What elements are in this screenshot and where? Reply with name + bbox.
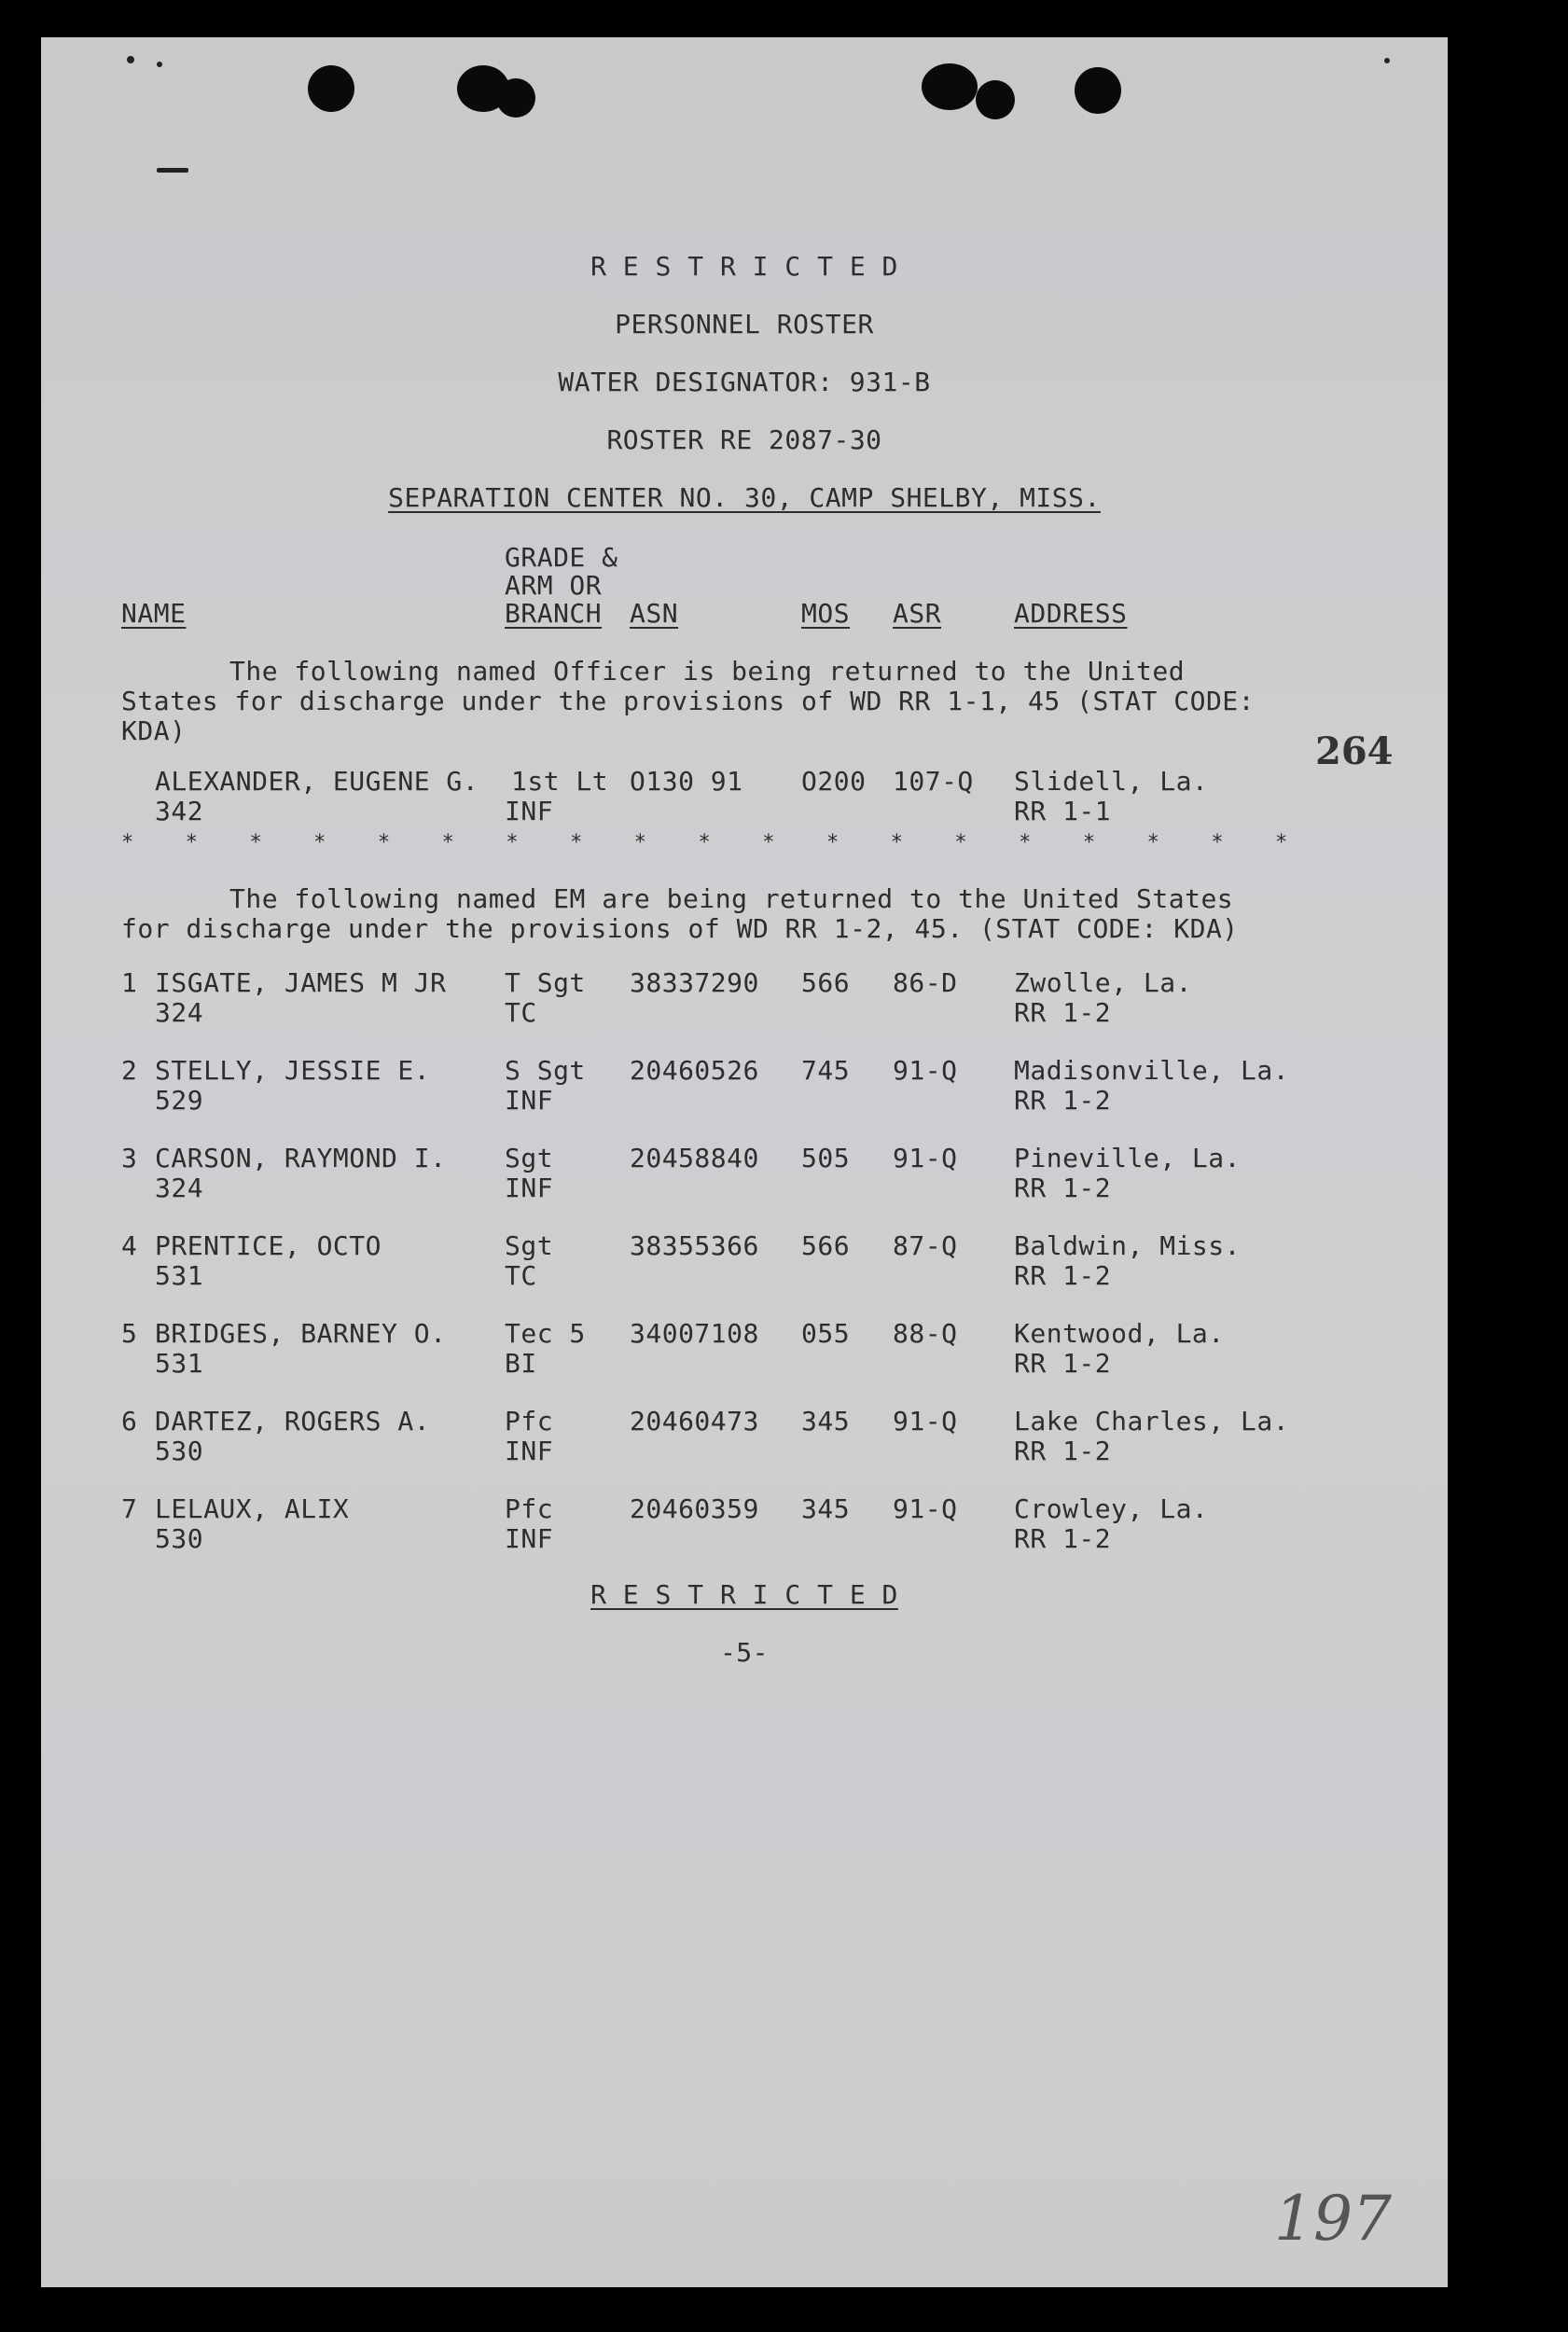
punch-hole [976,80,1015,119]
row-code: 530 [155,1523,204,1554]
row-name: STELLY, JESSIE E. [155,1055,431,1086]
officer-code: 342 [155,796,204,826]
row-asn: 38337290 [630,967,759,998]
speck [157,168,188,173]
row-branch: INF [505,1436,554,1466]
roster-title: PERSONNEL ROSTER [615,309,874,340]
row-rr: RR 1-2 [1014,1085,1112,1116]
row-mos: 055 [801,1318,851,1349]
row-address: Lake Charles, La. [1014,1406,1290,1437]
row-asr: 87-Q [893,1230,958,1261]
row-rr: RR 1-2 [1014,1436,1112,1466]
punch-hole [496,78,535,118]
row-code: 531 [155,1348,204,1379]
column-header-mos: MOS [801,598,851,629]
row-name: ISGATE, JAMES M JR [155,967,447,998]
column-header-asr: ASR [893,598,942,629]
row-grade: Pfc [505,1406,554,1437]
em-intro-line: for discharge under the provisions of WD RR 1-2, 45. (STAT CODE: KDA) [121,913,1239,944]
row-branch: BI [505,1348,537,1379]
column-header-branch: BRANCH [505,598,603,629]
row-grade: Tec 5 [505,1318,586,1349]
row-rr: RR 1-2 [1014,1523,1112,1554]
stamp-number: 264 [1315,729,1394,773]
row-name: BRIDGES, BARNEY O. [155,1318,447,1349]
row-num: 7 [121,1493,138,1524]
officer-branch: INF [505,796,554,826]
row-grade: T Sgt [505,967,586,998]
punch-hole [922,63,978,110]
column-header-grade: GRADE & [505,542,618,573]
row-num: 1 [121,967,138,998]
row-num: 6 [121,1406,138,1437]
row-mos: 745 [801,1055,851,1086]
officer-grade: 1st Lt [511,766,609,797]
row-name: LELAUX, ALIX [155,1493,350,1524]
punch-hole [308,65,354,112]
row-name: CARSON, RAYMOND I. [155,1143,447,1173]
row-code: 531 [155,1260,204,1291]
document-page [41,37,1448,2287]
row-code: 324 [155,997,204,1028]
row-rr: RR 1-2 [1014,1348,1112,1379]
row-asn: 20458840 [630,1143,759,1173]
column-header-asn: ASN [630,598,679,629]
officer-intro-line: KDA) [121,715,187,746]
officer-address: Slidell, La. [1014,766,1209,797]
row-grade: S Sgt [505,1055,586,1086]
row-rr: RR 1-2 [1014,1173,1112,1203]
officer-name: ALEXANDER, EUGENE G. [155,766,479,797]
row-branch: TC [505,1260,537,1291]
punch-hole [1075,67,1121,114]
row-asr: 91-Q [893,1143,958,1173]
row-branch: INF [505,1085,554,1116]
row-asr: 91-Q [893,1493,958,1524]
row-name: DARTEZ, ROGERS A. [155,1406,431,1437]
row-address: Madisonville, La. [1014,1055,1290,1086]
row-address: Kentwood, La. [1014,1318,1225,1349]
row-asn: 20460359 [630,1493,759,1524]
restricted-header: R E S T R I C T E D [590,251,898,282]
row-mos: 505 [801,1143,851,1173]
row-branch: INF [505,1523,554,1554]
officer-asn: O130 91 [630,766,743,797]
water-designator: WATER DESIGNATOR: 931-B [558,367,931,397]
row-grade: Pfc [505,1493,554,1524]
row-code: 530 [155,1436,204,1466]
officer-rr: RR 1-1 [1014,796,1112,826]
officer-intro-line: The following named Officer is being returned to the United [229,656,1186,687]
column-header-arm: ARM OR [505,570,603,601]
row-asr: 91-Q [893,1406,958,1437]
row-asn: 38355366 [630,1230,759,1261]
handwritten-number: 197 [1274,2183,1392,2255]
row-grade: Sgt [505,1143,554,1173]
row-asn: 20460473 [630,1406,759,1437]
row-code: 324 [155,1173,204,1203]
row-num: 2 [121,1055,138,1086]
officer-intro-line: States for discharge under the provisions of WD RR 1-1, 45 (STAT CODE: [121,686,1256,716]
row-asr: 86-D [893,967,958,998]
row-num: 4 [121,1230,138,1261]
em-intro-line: The following named EM are being returned to the United States [229,883,1234,914]
row-mos: 345 [801,1406,851,1437]
row-name: PRENTICE, OCTO [155,1230,382,1261]
restricted-footer: R E S T R I C T E D [590,1579,898,1610]
row-address: Baldwin, Miss. [1014,1230,1242,1261]
row-branch: TC [505,997,537,1028]
column-header-name: NAME [121,598,187,629]
column-header-address: ADDRESS [1014,598,1128,629]
row-asn: 34007108 [630,1318,759,1349]
separator-line: * * * * * * * * * * * * * * * * * * * [121,831,1288,854]
speck [1384,58,1390,63]
row-grade: Sgt [505,1230,554,1261]
page-number: -5- [719,1637,770,1668]
row-address: Crowley, La. [1014,1493,1209,1524]
row-address: Zwolle, La. [1014,967,1192,998]
row-address: Pineville, La. [1014,1143,1242,1173]
row-branch: INF [505,1173,554,1203]
speck [157,62,162,67]
row-num: 3 [121,1143,138,1173]
row-num: 5 [121,1318,138,1349]
row-asn: 20460526 [630,1055,759,1086]
row-mos: 345 [801,1493,851,1524]
officer-asr: 107-Q [893,766,974,797]
row-rr: RR 1-2 [1014,1260,1112,1291]
speck [127,56,134,63]
row-asr: 91-Q [893,1055,958,1086]
roster-number: ROSTER RE 2087-30 [606,424,882,455]
row-mos: 566 [801,1230,851,1261]
row-mos: 566 [801,967,851,998]
row-code: 529 [155,1085,204,1116]
separation-center: SEPARATION CENTER NO. 30, CAMP SHELBY, MISS. [388,482,1101,513]
row-asr: 88-Q [893,1318,958,1349]
row-rr: RR 1-2 [1014,997,1112,1028]
officer-mos: O200 [801,766,867,797]
